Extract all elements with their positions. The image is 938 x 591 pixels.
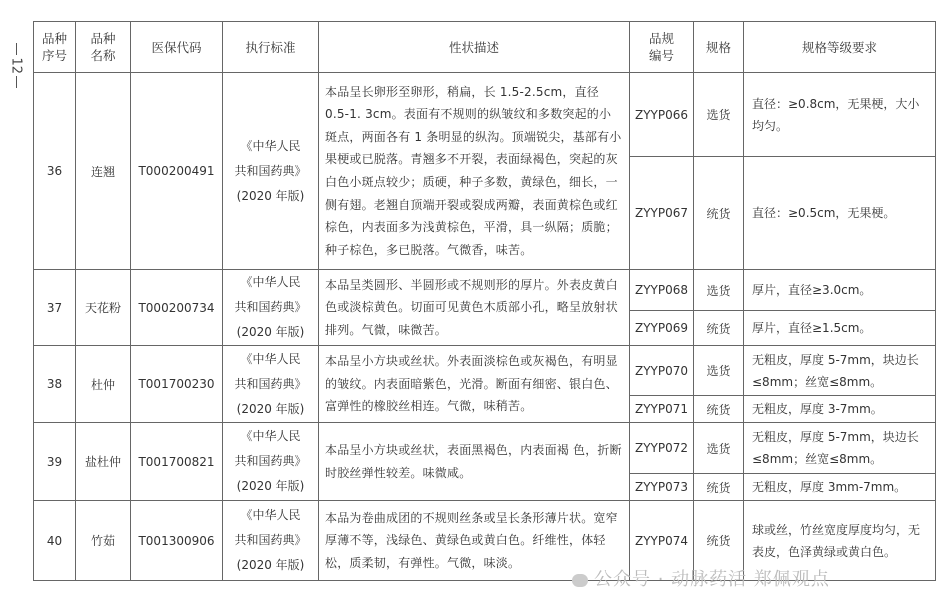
description-cell: 本品呈类圆形、半圆形或不规则形的厚片。外表皮黄白色或淡棕黄色。切面可见黄色木质部小孔，略呈放射状排列。气微，味微苦。 bbox=[319, 270, 630, 346]
name-cell: 盐杜仲 bbox=[76, 423, 131, 501]
header-standard: 执行标准 bbox=[223, 22, 319, 73]
seq-cell: 38 bbox=[34, 346, 76, 423]
table-row bbox=[34, 73, 936, 157]
wechat-icon bbox=[572, 574, 588, 587]
header-code: 医保代码 bbox=[131, 22, 223, 73]
table-row bbox=[34, 423, 936, 474]
spec-no-cell: ZYYP068 bbox=[630, 270, 694, 311]
code-cell: T000200491 bbox=[131, 73, 223, 270]
spec-cell: 统货 bbox=[694, 501, 744, 581]
seq-cell: 36 bbox=[34, 73, 76, 270]
spec-no-cell: ZYYP073 bbox=[630, 474, 694, 501]
spec-cell: 统货 bbox=[694, 311, 744, 346]
header-name: 品种 名称 bbox=[76, 22, 131, 73]
header-spec-no: 品规 编号 bbox=[630, 22, 694, 73]
spec-no-cell: ZYYP071 bbox=[630, 396, 694, 423]
grade-cell: 无粗皮，厚度 5-7mm，块边长≤8mm；丝宽≤8mm。 bbox=[744, 423, 936, 474]
spec-cell: 选货 bbox=[694, 423, 744, 474]
header-spec: 规格 bbox=[694, 22, 744, 73]
code-cell: T001300906 bbox=[131, 501, 223, 581]
name-cell: 连翘 bbox=[76, 73, 131, 270]
standard-cell: 《中华人民 共和国药典》 (2020 年版) bbox=[223, 346, 319, 423]
spec-no-cell: ZYYP074 bbox=[630, 501, 694, 581]
page-number: 12 bbox=[8, 40, 24, 91]
name-cell: 天花粉 bbox=[76, 270, 131, 346]
description-cell: 本品呈小方块或丝状。外表面淡棕色或灰褐色，有明显的皱纹。内表面暗紫色，光滑。断面有细密、银白色、富弹性的橡胶丝相连。气微，味稍苦。 bbox=[319, 346, 630, 423]
header-description: 性状描述 bbox=[319, 22, 630, 73]
standard-cell: 《中华人民 共和国药典》 (2020 年版) bbox=[223, 423, 319, 501]
seq-cell: 39 bbox=[34, 423, 76, 501]
name-cell: 竹茹 bbox=[76, 501, 131, 581]
description-cell: 本品为卷曲成团的不规则丝条或呈长条形薄片状。宽窄厚薄不等，浅绿色、黄绿色或黄白色。纤维性，体轻松，质柔韧，有弹性。气微，味淡。 bbox=[319, 501, 630, 581]
grade-cell: 厚片，直径≥1.5cm。 bbox=[744, 311, 936, 346]
grade-cell: 直径：≥0.5cm，无果梗。 bbox=[744, 157, 936, 270]
grade-cell: 直径：≥0.8cm，无果梗，大小均匀。 bbox=[744, 73, 936, 157]
grade-cell: 无粗皮，厚度 5-7mm，块边长≤8mm；丝宽≤8mm。 bbox=[744, 346, 936, 396]
header-row bbox=[34, 22, 936, 73]
table-row bbox=[34, 270, 936, 311]
seq-cell: 40 bbox=[34, 501, 76, 581]
spec-cell: 统货 bbox=[694, 157, 744, 270]
grade-cell: 无粗皮，厚度 3-7mm。 bbox=[744, 396, 936, 423]
spec-no-cell: ZYYP072 bbox=[630, 423, 694, 474]
grade-cell: 无粗皮，厚度 3mm-7mm。 bbox=[744, 474, 936, 501]
spec-cell: 选货 bbox=[694, 73, 744, 157]
description-cell: 本品呈长卵形至卵形，稍扁，长 1.5-2.5cm，直径 0.5-1. 3cm。表面有不规则的纵皱纹和多数突起的小斑点，两面各有 1 条明显的纵沟。顶端锐尖，基部有小果梗或已脱落。青翘多不开裂，表面绿褐色，突起的灰白色小斑点较少；质硬，种子多数，黄绿色，细长，一侧有翅。老翘自顶端开裂或裂成两瓣，表面黄棕色或红棕色，内表面多为浅黄棕色，平滑，具一纵隔；质脆；种子棕色，多已脱落。气微香，味苦。 bbox=[319, 73, 630, 270]
spec-no-cell: ZYYP067 bbox=[630, 157, 694, 270]
spec-cell: 选货 bbox=[694, 346, 744, 396]
table-row bbox=[34, 346, 936, 396]
standard-cell: 《中华人民 共和国药典》 (2020 年版) bbox=[223, 270, 319, 346]
spec-cell: 统货 bbox=[694, 474, 744, 501]
grade-cell: 厚片，直径≥3.0cm。 bbox=[744, 270, 936, 311]
spec-table bbox=[33, 21, 936, 581]
code-cell: T000200734 bbox=[131, 270, 223, 346]
header-grade: 规格等级要求 bbox=[744, 22, 936, 73]
spec-cell: 统货 bbox=[694, 396, 744, 423]
grade-cell: 球或丝，竹丝宽度厚度均匀，无表皮，色泽黄绿或黄白色。 bbox=[744, 501, 936, 581]
header-seq: 品种 序号 bbox=[34, 22, 76, 73]
spec-no-cell: ZYYP070 bbox=[630, 346, 694, 396]
spec-no-cell: ZYYP066 bbox=[630, 73, 694, 157]
spec-no-cell: ZYYP069 bbox=[630, 311, 694, 346]
description-cell: 本品呈小方块或丝状，表面黑褐色，内表面褐 色，折断时胶丝弹性较差。味微咸。 bbox=[319, 423, 630, 501]
standard-cell: 《中华人民 共和国药典》 (2020 年版) bbox=[223, 73, 319, 270]
spec-cell: 选货 bbox=[694, 270, 744, 311]
name-cell: 杜仲 bbox=[76, 346, 131, 423]
standard-cell: 《中华人民 共和国药典》 (2020 年版) bbox=[223, 501, 319, 581]
code-cell: T001700230 bbox=[131, 346, 223, 423]
watermark: 公众号 · 动脉药活 郑佩观点 bbox=[572, 565, 830, 591]
code-cell: T001700821 bbox=[131, 423, 223, 501]
seq-cell: 37 bbox=[34, 270, 76, 346]
